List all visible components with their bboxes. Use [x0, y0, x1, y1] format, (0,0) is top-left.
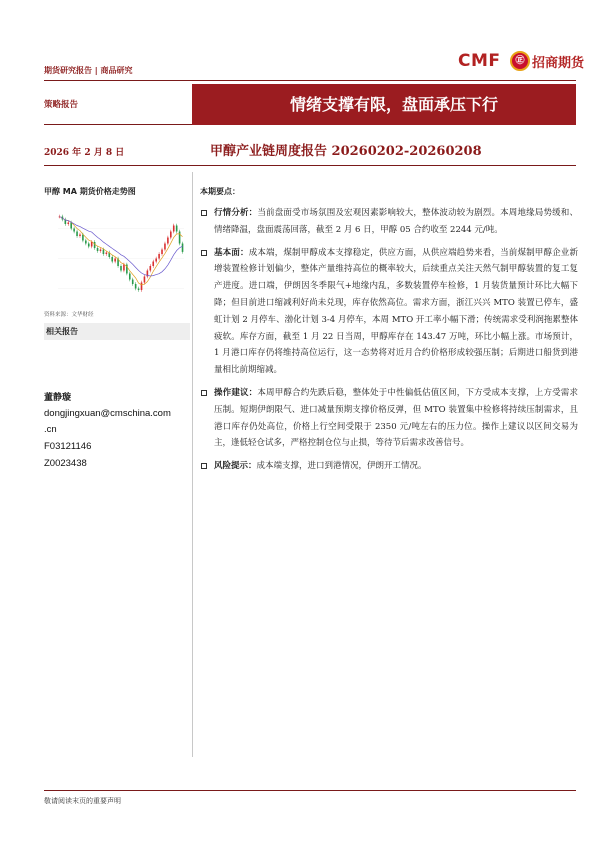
price-chart-svg	[44, 200, 188, 302]
title-banner	[192, 84, 576, 125]
report-date: 2026 年 2 月 8 日	[44, 148, 125, 158]
candle-body	[97, 248, 99, 251]
key-point-label: 风险提示：	[214, 461, 257, 472]
footer-disclaimer-note: 敬请阅读末页的重要声明	[44, 797, 121, 805]
candle-body	[67, 223, 69, 225]
candle-body	[91, 242, 93, 247]
candle-body	[161, 250, 163, 255]
candle-body	[135, 284, 137, 289]
candle-body	[173, 226, 175, 232]
logo-chinese-name: 招商期货	[532, 56, 585, 71]
key-point-risk-warning	[200, 458, 578, 475]
analyst-license-futures: F03121146	[44, 441, 92, 452]
candle-body	[176, 226, 178, 232]
analyst-email-suffix: .cn	[44, 424, 57, 435]
candle-body	[179, 232, 181, 244]
report-category	[44, 65, 133, 76]
candle-body	[141, 283, 143, 291]
candle-body	[123, 265, 125, 271]
candle-body	[103, 250, 105, 255]
candle-body	[167, 238, 169, 244]
logo-badge-icon: ㊣	[510, 51, 530, 71]
key-point-label: 操作建议：	[214, 387, 258, 398]
candle-body	[170, 232, 172, 238]
candle-body	[76, 232, 78, 237]
candle-body	[120, 266, 122, 271]
square-bullet-icon	[201, 250, 207, 256]
candle-body	[106, 253, 108, 255]
analyst-license-investment: Z0023438	[44, 458, 87, 469]
logo-text: CMF	[458, 51, 501, 71]
candle-body	[73, 229, 75, 232]
candle-body	[152, 262, 154, 267]
report-subtitle: 甲醇产业链周度报告 20260202-20260208	[210, 144, 482, 159]
candle-body	[70, 223, 72, 229]
analyst-name: 董静璇	[44, 393, 72, 403]
candle-body	[129, 274, 131, 280]
header-divider	[44, 80, 576, 81]
report-type-label: 策略报告	[44, 100, 79, 110]
banner-divider	[44, 124, 192, 125]
candle-body	[114, 259, 116, 262]
key-point-text: 当前盘面受市场氛围及宏观因素影响较大，整体波动较为剧烈。本周地缘局势缓和、情绪降温，盘面震荡回落，截至 2 月 6 日，甲醇 05 合约收至 2244 元/吨。	[214, 208, 578, 235]
subtitle-divider	[44, 165, 576, 166]
report-title: 情绪支撑有限，盘面承压下行	[289, 95, 498, 114]
candle-body	[82, 235, 84, 241]
candle-body	[111, 257, 113, 262]
footer-divider	[44, 790, 576, 791]
chart-heading: 甲醇 MA 期货价格走势图	[44, 187, 136, 196]
key-point-text: 成本端，煤制甲醇成本支撑稳定，供应方面，从供应端趋势来看，当前煤制甲醇企业新增装置检修计划偏少，整体产量维持高位的概率较大，后续重点关注天然气制甲醇装置的复工复产进度。进口端，伊朗因冬季限气+地缘内乱，多数装置停车检修，1 月装货量预计环比大幅下降；但目前进口缩减利好尚未兑现，库存依然高位。需求方面，浙江兴兴 MTO 装置已停车，盛虹计划 2 月停车、渤化计划 3-4 月停车，本周 MTO 开工率小幅下滑；传统需求受利润拖累整体疲软。库存方面，截至 1 月 22 日当周，甲醇库存在 143.47 万吨，环比小幅上涨。市场预计，1 月港口库存仍将维持高位运行，这一态势将对近月合约价格形成较强压制；后期进口船货到港量相比前期缩减。	[214, 247, 578, 376]
category-separator: |	[94, 66, 98, 75]
key-point-fundamentals	[200, 245, 578, 379]
candle-body	[79, 235, 81, 237]
column-divider	[192, 172, 193, 757]
candle-body	[88, 244, 90, 247]
key-point-label: 行情分析：	[214, 208, 258, 218]
candle-body	[144, 277, 146, 283]
key-point-text: 成本端支撑，进口到港情况，伊朗开工情况。	[256, 461, 427, 472]
candle-body	[132, 280, 134, 285]
candle-body	[164, 244, 166, 250]
candle-body	[158, 254, 160, 259]
candle-body	[100, 250, 102, 252]
company-logo	[458, 49, 585, 75]
candle-body	[149, 266, 151, 271]
key-point-text: 本周甲醇合约先跌后稳，整体处于中性偏低估值区间，下方受成本支撑，上方受需求压制。短期伊朗限气、进口减量预期支撑价格反弹，但 MTO 装置集中检修将持续压制需求，且港口库存仍处高位，价格上行空间受限于 2350 元/吨左右的压力位。操作上建议以区间交易为主，逢低轻仓试多，严格控制仓位与止损，等待节后需求改善信号。	[214, 387, 578, 449]
candle-body	[155, 259, 157, 262]
candle-body	[182, 244, 184, 252]
key-point-trading-advice	[200, 385, 578, 452]
candle-body	[85, 241, 87, 244]
category-right: 商品研究	[100, 66, 133, 75]
key-points-section	[200, 186, 578, 481]
key-point-market-analysis	[200, 205, 578, 239]
key-points-heading: 本期要点：	[200, 187, 240, 196]
candle-body	[94, 242, 96, 248]
candle-body	[138, 289, 140, 291]
square-bullet-icon	[201, 390, 207, 396]
square-bullet-icon	[201, 210, 207, 216]
analyst-email: dongjingxuan@cmschina.com	[44, 408, 171, 419]
category-left: 期货研究报告	[44, 66, 92, 75]
related-reports-heading: 相关报告	[46, 327, 78, 336]
key-point-label: 基本面：	[214, 247, 249, 258]
square-bullet-icon	[201, 463, 207, 469]
related-reports-box	[44, 323, 190, 340]
chart-source: 资料来源：文华财经	[44, 312, 94, 318]
price-chart	[44, 200, 188, 302]
